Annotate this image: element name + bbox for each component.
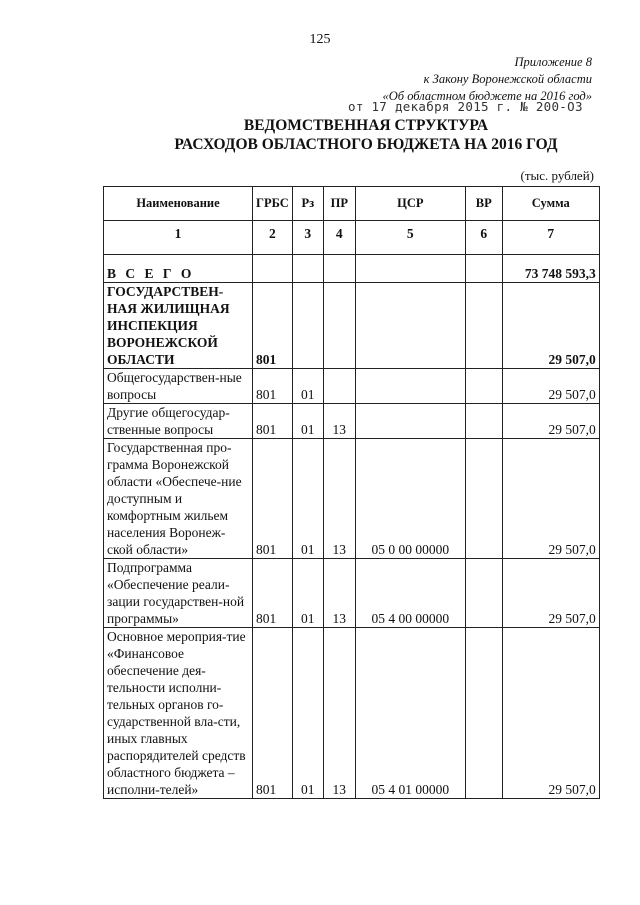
table-row [104,369,600,404]
row-sum: 29 507,0 [502,369,599,404]
row-sum: 29 507,0 [502,628,599,799]
annex-line-2: к Закону Воронежской области [423,72,592,86]
row-pr: 13 [323,628,355,799]
table-row [104,628,600,799]
title-line-1: ВЕДОМСТВЕННАЯ СТРУКТУРА [243,117,489,134]
row-csr [355,283,465,369]
row-pr: 13 [323,404,355,439]
table-row [104,283,600,369]
units-label: (тыс. рублей) [520,168,594,183]
table-row [104,559,600,628]
title-line-2: РАСХОДОВ ОБЛАСТНОГО БЮДЖЕТА НА 2016 ГОД [174,136,558,153]
row-sum: 73 748 593,3 [502,255,599,283]
row-rz: 01 [292,369,323,404]
row-vr [465,255,502,283]
header-sum: Сумма [502,187,599,221]
row-rz: 01 [292,439,323,559]
row-vr [465,559,502,628]
row-vr [465,283,502,369]
document-title [0,116,640,154]
row-name: Государственная про-грамма Воронежской области «Обеспече-ние доступным и комфортным жильем населения Воронеж-ской области» [104,439,253,559]
header-name: Наименование [104,187,253,221]
header-csr: ЦСР [355,187,465,221]
row-name: В С Е Г О [104,255,253,283]
table-header-row [104,187,600,221]
page-number: 125 [309,32,331,47]
row-rz: 01 [292,628,323,799]
row-grbs: 801 [253,559,293,628]
row-rz: 01 [292,404,323,439]
row-csr: 05 4 00 00000 [355,559,465,628]
row-grbs: 801 [253,628,293,799]
table-row [104,404,600,439]
index-cell: 2 [253,221,293,255]
row-vr [465,369,502,404]
row-csr [355,255,465,283]
budget-table [103,186,600,799]
row-grbs: 801 [253,439,293,559]
row-csr [355,404,465,439]
row-name: Подпрограмма «Обеспечение реали-зации государствен-ной программы» [104,559,253,628]
table-row-total [104,255,600,283]
row-name: Основное мероприя-тие «Финансовое обеспечение дея-тельности исполни-тельных органов го-сударственной вла-сти, иных главных распорядителей средств областного бюджета – исполни-телей» [104,628,253,799]
index-cell: 6 [465,221,502,255]
index-cell: 5 [355,221,465,255]
index-cell: 3 [292,221,323,255]
annex-line-3: «Об областном бюджете на 2016 год» [382,89,592,103]
row-vr [465,628,502,799]
row-rz [292,283,323,369]
row-name: ГОСУДАРСТВЕН-НАЯ ЖИЛИЩНАЯ ИНСПЕКЦИЯ ВОРОНЕЖСКОЙ ОБЛАСТИ [104,283,253,369]
row-csr: 05 4 01 00000 [355,628,465,799]
row-pr: 13 [323,559,355,628]
row-grbs [253,255,293,283]
header-rz: Рз [292,187,323,221]
annex-block [383,54,592,105]
index-cell: 7 [502,221,599,255]
row-name: Общегосударствен-ные вопросы [104,369,253,404]
row-sum: 29 507,0 [502,559,599,628]
row-grbs: 801 [253,283,293,369]
law-date-stamp: от 17 декабря 2015 г. № 200-ОЗ [348,99,583,114]
row-vr [465,404,502,439]
row-grbs: 801 [253,369,293,404]
header-vr: ВР [465,187,502,221]
row-sum: 29 507,0 [502,404,599,439]
header-grbs: ГРБС [253,187,293,221]
row-rz [292,255,323,283]
row-pr [323,283,355,369]
row-csr: 05 0 00 00000 [355,439,465,559]
row-name: Другие общегосудар-ственные вопросы [104,404,253,439]
row-sum: 29 507,0 [502,283,599,369]
row-grbs: 801 [253,404,293,439]
index-cell: 4 [323,221,355,255]
index-cell: 1 [104,221,253,255]
row-pr [323,255,355,283]
row-rz: 01 [292,559,323,628]
row-sum: 29 507,0 [502,439,599,559]
row-pr [323,369,355,404]
row-pr: 13 [323,439,355,559]
table-row [104,439,600,559]
row-vr [465,439,502,559]
row-csr [355,369,465,404]
annex-line-1: Приложение 8 [514,55,592,69]
index-row [104,221,600,255]
header-pr: ПР [323,187,355,221]
